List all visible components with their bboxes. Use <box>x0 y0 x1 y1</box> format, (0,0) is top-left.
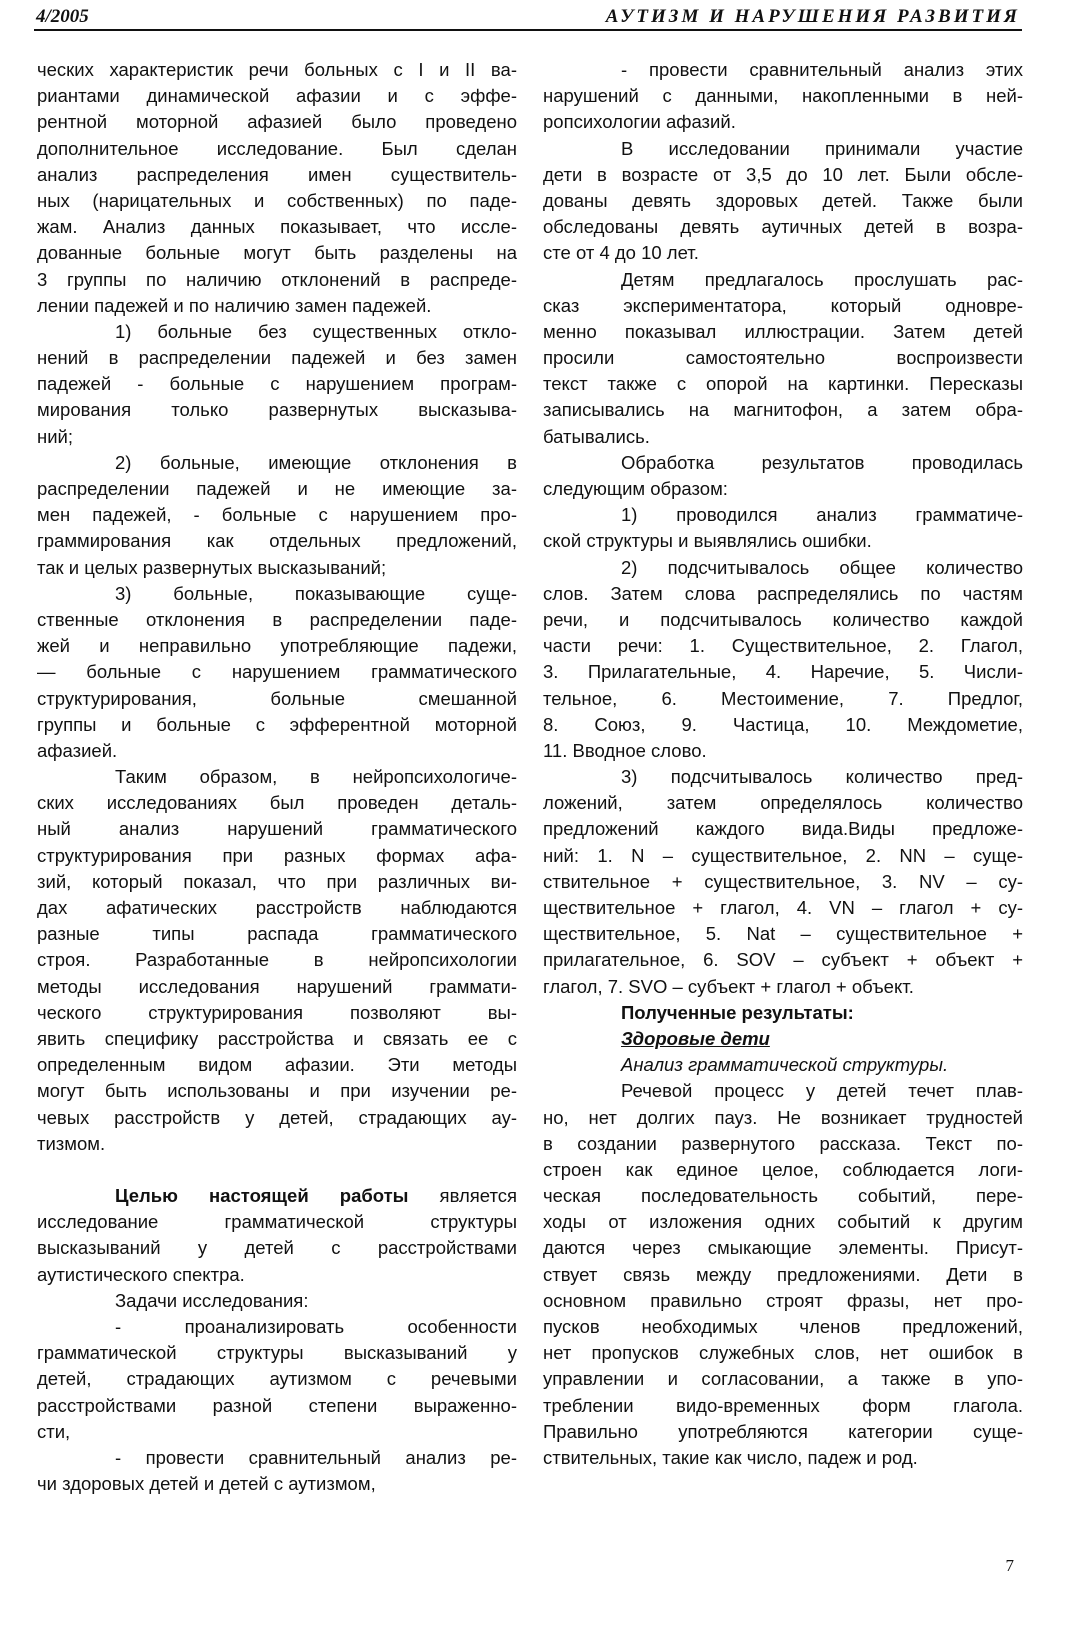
text-line <box>543 528 1023 554</box>
text-line <box>37 1288 517 1314</box>
line-text: - проанализировать особенности <box>115 1316 517 1337</box>
line-text: 3. Прилагательные, 4. Наречие, 5. Числи- <box>543 661 1023 683</box>
line-text: строя. Разработанные в нейропсихологии <box>37 949 517 971</box>
text-line <box>543 1209 1023 1235</box>
line-text: могут быть использованы и при изучении ре- <box>37 1080 517 1102</box>
text-line <box>37 188 517 214</box>
header-rule <box>34 29 1022 31</box>
text-line <box>543 1235 1023 1261</box>
line-text: разные типы распада грамматического <box>37 923 517 945</box>
text-line <box>543 345 1023 371</box>
line-text: ществительное + глагол, 4. VN – глагол + су- <box>543 897 1023 918</box>
text-line <box>37 686 517 712</box>
text-line <box>37 764 517 790</box>
text-line <box>37 1471 517 1497</box>
text-line <box>37 240 517 266</box>
text-line <box>37 869 517 895</box>
line-text: В исследовании принимали участие <box>621 137 1023 159</box>
text-line <box>543 843 1023 869</box>
line-text: рентной моторной афазией было проведено <box>37 111 517 133</box>
text-line <box>543 1340 1023 1366</box>
text-line <box>543 371 1023 397</box>
line-text: определенным видом афазии. Эти методы <box>37 1054 517 1076</box>
text-line <box>543 267 1023 293</box>
text-line <box>37 1419 517 1445</box>
line-text: жей и неправильно употребляющие падежи, <box>37 635 517 657</box>
line-text: ний; <box>37 425 74 447</box>
line-text: ропсихологии афазий. <box>543 111 736 133</box>
line-text: в создании развернутого рассказа. Текст по- <box>543 1132 1023 1154</box>
journal-title: АУТИЗМ И НАРУШЕНИЯ РАЗВИТИЯ <box>605 6 1020 27</box>
text-line <box>37 633 517 659</box>
line-text: методы исследования нарушений граммати- <box>37 975 517 997</box>
text-line <box>37 1105 517 1131</box>
line-text: 8. Союз, 9. Частица, 10. Междометие, <box>543 713 1023 735</box>
text-line <box>37 790 517 816</box>
text-line <box>37 1052 517 1078</box>
text-line <box>37 816 517 842</box>
line-text: строен как единое целое, соблюдается логи- <box>543 1158 1023 1180</box>
heading-text: Анализ грамматической структуры. <box>621 1054 949 1076</box>
line-text: ствительное + существительное, 3. NV – су- <box>543 870 1023 892</box>
line-text: высказываний у детей с расстройствами <box>37 1237 517 1259</box>
line-text: Правильно употребляются категории суще- <box>543 1420 1023 1442</box>
text-line <box>543 816 1023 842</box>
line-text: ных (нарицательных и собственных) по паде- <box>37 189 517 211</box>
text-line <box>37 712 517 738</box>
line-text: ствует связь между предложениями. Дети в <box>543 1263 1023 1285</box>
line-text: Задачи исследования: <box>115 1289 309 1311</box>
line-text: управлении и согласовании, а также в упо- <box>543 1368 1023 1390</box>
line-text: аутистического спектра. <box>37 1263 245 1285</box>
line-text: афазией. <box>37 739 118 761</box>
line-text: риантами динамической афазии и с эффе- <box>37 85 517 107</box>
line-text: ственные отклонения в распределении паде- <box>37 608 517 630</box>
text-line <box>37 371 517 397</box>
bold-lead: Целью настоящей работы <box>115 1185 409 1207</box>
text-line <box>543 1366 1023 1392</box>
line-text: треблении видо-временных форм глагола. <box>543 1394 1023 1416</box>
line-text: предложений каждого вида.Виды предложе- <box>543 818 1023 840</box>
line-text: чевых расстройств у детей, страдающих ау- <box>37 1106 517 1128</box>
text-line <box>37 921 517 947</box>
page-number: 7 <box>1005 1556 1014 1575</box>
line-text: исследование грамматической структуры <box>37 1211 517 1233</box>
text-line <box>37 162 517 188</box>
line-text: дованные больные могут быть разделены на <box>37 242 517 264</box>
line-text: записывались на магнитофон, а затем обра- <box>543 399 1023 421</box>
line-text: ний: 1. N – существительное, 2. NN – суще- <box>543 844 1023 866</box>
text-line <box>543 869 1023 895</box>
text-line <box>543 240 1023 266</box>
line-text: структурирования при разных формах афа- <box>37 844 517 866</box>
text-line <box>543 1105 1023 1131</box>
line-text: дах афатических расстройств наблюдаются <box>37 897 517 918</box>
line-text: пусков необходимых членов предложений, <box>543 1316 1023 1337</box>
text-line <box>543 424 1023 450</box>
text-line <box>37 424 517 450</box>
text-line <box>543 57 1023 83</box>
text-line <box>543 581 1023 607</box>
line-text: ческих характеристик речи больных с I и II ва- <box>37 59 517 80</box>
line-text: основном правильно строят фразы, нет про- <box>543 1289 1023 1311</box>
line-text: просили самостоятельно воспроизвести <box>543 347 1023 369</box>
line-text: лении падежей и по наличию замен падежей. <box>37 294 432 316</box>
right-column <box>543 57 1023 1471</box>
line-text: менно показывал иллюстрации. Затем детей <box>543 320 1023 342</box>
line-text: распределении падежей и не имеющие за- <box>37 478 517 499</box>
line-text: 3) больные, показывающие суще- <box>115 582 517 604</box>
line-text: - провести сравнительный анализ ре- <box>115 1446 517 1468</box>
line-text: дованы девять здоровых детей. Также были <box>543 189 1023 211</box>
line-text: - провести сравнительный анализ этих <box>621 59 1023 80</box>
text-line <box>543 607 1023 633</box>
line-text: мирования только развернутых высказыва- <box>37 399 517 421</box>
text-line <box>37 738 517 764</box>
text-line <box>543 633 1023 659</box>
text-line <box>543 947 1023 973</box>
text-line <box>543 450 1023 476</box>
text-line <box>543 293 1023 319</box>
text-line <box>37 1340 517 1366</box>
line-text: тельное, 6. Местоимение, 7. Предлог, <box>543 687 1023 709</box>
text-line <box>543 921 1023 947</box>
line-text: является <box>408 1185 517 1207</box>
text-line <box>543 712 1023 738</box>
text-line <box>543 214 1023 240</box>
line-text: расстройствами разной степени выраженно- <box>37 1394 517 1416</box>
line-text: ских исследованиях был проведен деталь- <box>37 792 517 814</box>
text-line <box>37 293 517 319</box>
text-line <box>543 974 1023 1000</box>
text-line <box>543 790 1023 816</box>
line-text: глагол, 7. SVO – субъект + глагол + объект. <box>543 975 914 997</box>
line-text: речи, и подсчитывалось количество каждой <box>543 608 1023 630</box>
text-line <box>37 1131 517 1157</box>
line-text: 11. Вводное слово. <box>543 739 707 761</box>
text-line <box>37 607 517 633</box>
line-text: сте от 4 до 10 лет. <box>543 242 699 264</box>
left-column <box>37 57 517 1497</box>
line-text: Таким образом, в нейропсихологиче- <box>115 766 517 788</box>
line-text: прилагательное, 6. SOV – субъект + объект + <box>543 949 1023 971</box>
text-line <box>37 450 517 476</box>
line-text: Обработка результатов проводилась <box>621 451 1023 473</box>
line-text: сти, <box>37 1420 71 1442</box>
line-text: следующим образом: <box>543 478 728 499</box>
line-text: ществительное, 5. Nat – существительное + <box>543 923 1023 945</box>
line-text: группы и больные с эфферентной моторной <box>37 713 517 735</box>
line-text: части речи: 1. Существительное, 2. Глагол, <box>543 635 1023 657</box>
line-text: батывались. <box>543 425 650 447</box>
line-text: 2) подсчитывалось общее количество <box>621 556 1023 578</box>
line-text: обследованы девять аутичных детей в возра- <box>543 216 1023 238</box>
line-text: ской структуры и выявлялись ошибки. <box>543 530 872 552</box>
text-line <box>37 974 517 1000</box>
heading-text: Полученные результаты: <box>621 1001 854 1023</box>
line-text: но, нет долгих пауз. Не возникает трудностей <box>543 1106 1023 1128</box>
line-text: детей, страдающих аутизмом с речевыми <box>37 1368 517 1390</box>
text-line <box>37 267 517 293</box>
text-line <box>543 83 1023 109</box>
text-line <box>37 1314 517 1340</box>
text-line <box>543 1314 1023 1340</box>
text-line <box>543 1419 1023 1445</box>
text-line <box>543 1393 1023 1419</box>
text-line <box>37 947 517 973</box>
text-line <box>37 895 517 921</box>
text-line <box>543 1288 1023 1314</box>
text-line <box>543 397 1023 423</box>
line-text: Речевой процесс у детей течет плав- <box>621 1080 1023 1102</box>
text-line <box>37 136 517 162</box>
line-text: зий, который показал, что при различных ви- <box>37 870 517 892</box>
text-line <box>37 214 517 240</box>
line-text: падежей - больные с нарушением програм- <box>37 373 517 395</box>
line-text: сказ экспериментатора, который одновре- <box>543 294 1023 316</box>
text-line <box>37 345 517 371</box>
line-text: 2) больные, имеющие отклонения в <box>115 451 517 473</box>
text-line <box>37 83 517 109</box>
line-text: слов. Затем слова распределялись по частям <box>543 582 1023 604</box>
text-line <box>37 581 517 607</box>
text-line <box>543 1078 1023 1104</box>
text-line <box>37 57 517 83</box>
text-line <box>37 659 517 685</box>
text-line <box>37 555 517 581</box>
text-line <box>37 843 517 869</box>
text-line <box>37 1183 517 1209</box>
line-text: мен падежей, - больные с нарушением про- <box>37 504 517 526</box>
text-line <box>37 1026 517 1052</box>
issue-number: 4/2005 <box>36 6 89 27</box>
text-line <box>37 528 517 554</box>
text-line <box>543 1052 1023 1078</box>
text-line <box>37 1000 517 1026</box>
text-line <box>543 1183 1023 1209</box>
line-text: ный анализ нарушений грамматического <box>37 818 517 840</box>
line-text: ческого структурирования позволяют вы- <box>37 1001 517 1023</box>
text-line <box>543 1445 1023 1471</box>
text-line <box>543 555 1023 581</box>
text-line <box>543 1026 1023 1052</box>
text-line <box>543 1157 1023 1183</box>
line-text: ходы от изложения одних событий к другим <box>543 1211 1023 1233</box>
text-line <box>37 109 517 135</box>
line-text: анализ распределения имен существитель- <box>37 163 517 185</box>
line-text: чи здоровых детей и детей с аутизмом, <box>37 1473 376 1495</box>
line-text: — больные с нарушением грамматического <box>37 661 517 683</box>
text-line <box>37 502 517 528</box>
text-line <box>543 136 1023 162</box>
text-line <box>543 476 1023 502</box>
text-line <box>543 764 1023 790</box>
text-line <box>543 686 1023 712</box>
text-line <box>37 476 517 502</box>
line-text: жам. Анализ данных показывает, что иссле- <box>37 216 517 238</box>
text-line <box>37 1445 517 1471</box>
line-text: грамматической структуры высказываний у <box>37 1342 517 1364</box>
line-text: Детям предлагалось прослушать рас- <box>621 268 1023 290</box>
text-line <box>543 188 1023 214</box>
line-text: дополнительное исследование. Был сделан <box>37 137 517 159</box>
line-text: так и целых развернутых высказываний; <box>37 556 387 578</box>
text-line <box>37 319 517 345</box>
line-text: даются через смыкающие элементы. Присут- <box>543 1237 1023 1259</box>
line-text: дети в возрасте от 3,5 до 10 лет. Были обсле- <box>543 163 1023 185</box>
text-line <box>543 895 1023 921</box>
line-text: нений в распределении падежей и без замен <box>37 347 517 369</box>
text-line <box>37 1209 517 1235</box>
line-text: структурирования, больные смешанной <box>37 687 517 709</box>
line-text: 3) подсчитывалось количество пред- <box>621 766 1023 788</box>
text-line <box>543 162 1023 188</box>
line-text: 1) проводился анализ грамматиче- <box>621 504 1023 526</box>
text-line <box>543 1131 1023 1157</box>
line-text: тизмом. <box>37 1132 106 1154</box>
text-line <box>37 1235 517 1261</box>
heading-text: Здоровые дети <box>621 1027 770 1049</box>
text-line <box>37 397 517 423</box>
text-line <box>543 109 1023 135</box>
text-line <box>37 1393 517 1419</box>
text-line <box>543 319 1023 345</box>
line-text: граммирования как отдельных предложений, <box>37 530 517 552</box>
text-line <box>543 738 1023 764</box>
text-line <box>543 502 1023 528</box>
text-line <box>543 1262 1023 1288</box>
text-line <box>37 1157 517 1183</box>
line-text: 1) больные без существенных откло- <box>115 320 517 342</box>
text-line <box>543 659 1023 685</box>
line-text: 3 группы по наличию отклонений в распреде- <box>37 268 517 290</box>
line-text: нарушений с данными, накопленными в ней- <box>543 85 1023 107</box>
text-line <box>37 1262 517 1288</box>
line-text: текст также с опорой на картинки. Пересказы <box>543 373 1023 395</box>
text-line <box>37 1078 517 1104</box>
line-text: ческая последовательность событий, пере- <box>543 1185 1023 1207</box>
line-text: явить специфику расстройства и связать ее с <box>37 1027 517 1049</box>
text-line <box>37 1366 517 1392</box>
line-text: ложений, затем определялось количество <box>543 792 1023 814</box>
text-line <box>543 1000 1023 1026</box>
line-text: нет пропусков служебных слов, нет ошибок в <box>543 1342 1023 1364</box>
line-text: ствительных, такие как число, падеж и род. <box>543 1446 918 1468</box>
